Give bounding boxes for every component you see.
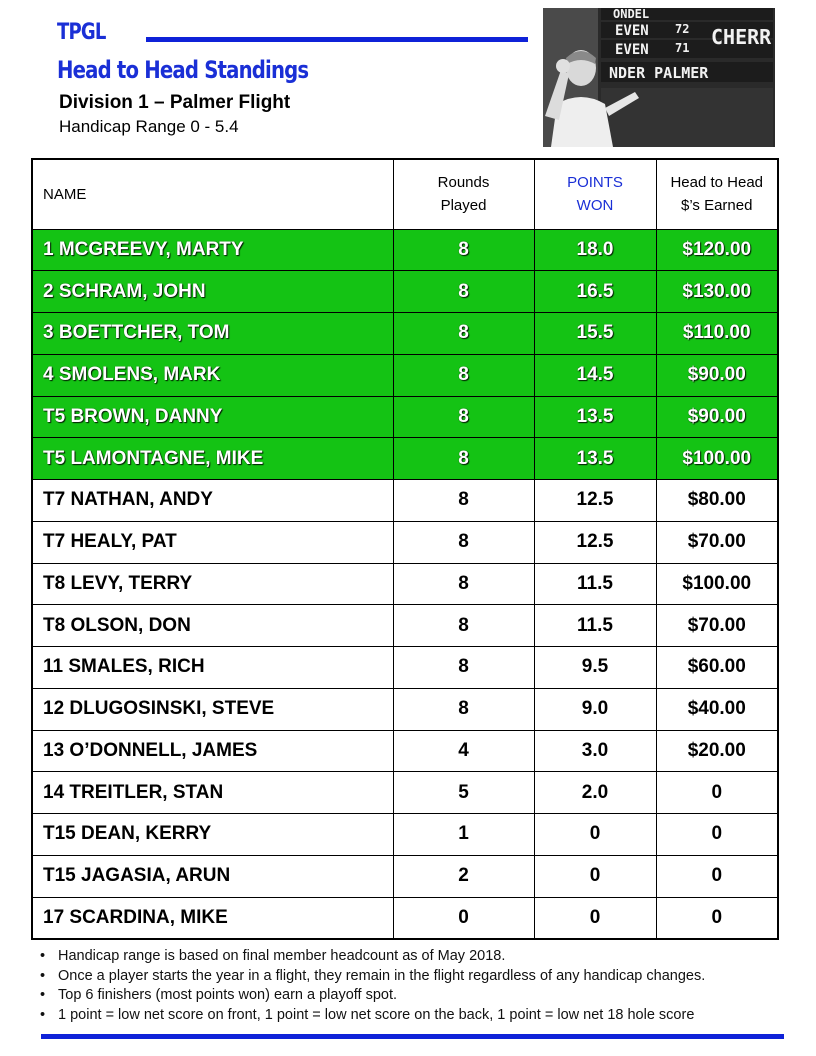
- points-won: 0: [534, 897, 656, 939]
- dollars-earned: $90.00: [656, 354, 778, 396]
- dollars-earned: 0: [656, 855, 778, 897]
- footnotes: [40, 947, 780, 1025]
- footnote-item: [40, 967, 780, 987]
- table-row: [32, 480, 778, 522]
- header-name: NAME: [32, 159, 393, 229]
- points-won: 14.5: [534, 354, 656, 396]
- title-rule: [146, 37, 528, 42]
- table-row: [32, 521, 778, 563]
- org-name: TPGL: [57, 20, 106, 45]
- player-name: T15 JAGASIA, ARUN: [32, 855, 393, 897]
- player-name: 12 DLUGOSINSKI, STEVE: [32, 688, 393, 730]
- footnote-item: [40, 1006, 780, 1026]
- header-rounds-line2: Played: [440, 197, 487, 215]
- division-label: Division 1 – Palmer Flight: [59, 92, 291, 113]
- table-row: [32, 855, 778, 897]
- player-name: 14 TREITLER, STAN: [32, 772, 393, 814]
- points-won: 9.5: [534, 647, 656, 689]
- dollars-earned: $120.00: [656, 229, 778, 271]
- table-row: [32, 897, 778, 939]
- dollars-earned: 0: [656, 897, 778, 939]
- board-text: CHERR: [711, 25, 772, 49]
- bullet-icon: •: [40, 948, 46, 964]
- table-row: [32, 438, 778, 480]
- header-earned-line1: Head to Head: [670, 174, 764, 192]
- table-row: [32, 772, 778, 814]
- dollars-earned: 0: [656, 814, 778, 856]
- rounds-played: 8: [393, 438, 534, 480]
- header-rounds: [393, 159, 534, 229]
- header-points-line2: WON: [576, 197, 614, 215]
- points-won: 0: [534, 855, 656, 897]
- rounds-played: 5: [393, 772, 534, 814]
- footnote-text: Once a player starts the year in a flight, they remain in the flight regardless of any handicap changes.: [58, 967, 706, 984]
- board-text: NDER PALMER: [609, 64, 709, 82]
- points-won: 13.5: [534, 438, 656, 480]
- header-earned-line2: $’s Earned: [681, 197, 753, 215]
- player-name: 17 SCARDINA, MIKE: [32, 897, 393, 939]
- points-won: 0: [534, 814, 656, 856]
- footnote-text: Handicap range is based on final member headcount as of May 2018.: [58, 948, 506, 964]
- rounds-played: 4: [393, 730, 534, 772]
- footnote-item: [40, 947, 780, 967]
- rounds-played: 2: [393, 855, 534, 897]
- rounds-played: 8: [393, 354, 534, 396]
- points-won: 11.5: [534, 605, 656, 647]
- rounds-played: 8: [393, 480, 534, 522]
- points-won: 2.0: [534, 772, 656, 814]
- board-text: 72: [675, 22, 690, 36]
- dollars-earned: $100.00: [656, 563, 778, 605]
- rounds-played: 8: [393, 563, 534, 605]
- board-text: 71: [675, 41, 690, 55]
- rounds-played: 8: [393, 396, 534, 438]
- bullet-icon: •: [40, 1006, 46, 1023]
- player-name: 2 SCHRAM, JOHN: [32, 271, 393, 313]
- table-row: [32, 354, 778, 396]
- table-row: [32, 814, 778, 856]
- dollars-earned: $100.00: [656, 438, 778, 480]
- dollars-earned: $70.00: [656, 521, 778, 563]
- page-title: Head to Head Standings: [57, 56, 309, 84]
- dollars-earned: $90.00: [656, 396, 778, 438]
- points-won: 16.5: [534, 271, 656, 313]
- table-row: [32, 688, 778, 730]
- dollars-earned: $130.00: [656, 271, 778, 313]
- points-won: 9.0: [534, 688, 656, 730]
- rounds-played: 8: [393, 688, 534, 730]
- rounds-played: 8: [393, 313, 534, 355]
- player-name: T8 OLSON, DON: [32, 605, 393, 647]
- player-name: 1 MCGREEVY, MARTY: [32, 229, 393, 271]
- board-text: ONDEL: [613, 8, 650, 21]
- dollars-earned: 0: [656, 772, 778, 814]
- table-row: [32, 605, 778, 647]
- points-won: 3.0: [534, 730, 656, 772]
- dollars-earned: $80.00: [656, 480, 778, 522]
- table-row: [32, 271, 778, 313]
- footnote-text: 1 point = low net score on front, 1 point = low net score on the back, 1 point = low net 18 hole score: [58, 1006, 695, 1023]
- player-name: T8 LEVY, TERRY: [32, 563, 393, 605]
- player-name: 3 BOETTCHER, TOM: [32, 313, 393, 355]
- dollars-earned: $20.00: [656, 730, 778, 772]
- player-name: T5 BROWN, DANNY: [32, 396, 393, 438]
- player-name: T7 NATHAN, ANDY: [32, 480, 393, 522]
- points-won: 12.5: [534, 521, 656, 563]
- handicap-range: Handicap Range 0 - 5.4: [59, 117, 239, 136]
- player-name: T15 DEAN, KERRY: [32, 814, 393, 856]
- dollars-earned: $110.00: [656, 313, 778, 355]
- rounds-played: 8: [393, 605, 534, 647]
- table-row: [32, 563, 778, 605]
- table-row: [32, 313, 778, 355]
- points-won: 13.5: [534, 396, 656, 438]
- bullet-icon: •: [40, 987, 46, 1004]
- rounds-played: 8: [393, 521, 534, 563]
- standings-table: [31, 158, 779, 940]
- rounds-played: 1: [393, 814, 534, 856]
- board-text: EVEN: [615, 42, 649, 58]
- table-row: [32, 396, 778, 438]
- table-header-row: [32, 159, 778, 229]
- leaderboard-photo: [543, 8, 775, 147]
- board-text: EVEN: [615, 23, 649, 39]
- player-name: T5 LAMONTAGNE, MIKE: [32, 438, 393, 480]
- points-won: 12.5: [534, 480, 656, 522]
- bullet-icon: •: [40, 967, 46, 984]
- footnote-item: [40, 986, 780, 1006]
- points-won: 15.5: [534, 313, 656, 355]
- table-row: [32, 229, 778, 271]
- dollars-earned: $40.00: [656, 688, 778, 730]
- player-name: T7 HEALY, PAT: [32, 521, 393, 563]
- header-points-line1: POINTS: [567, 174, 623, 192]
- header-points: [534, 159, 656, 229]
- player-name: 13 O’DONNELL, JAMES: [32, 730, 393, 772]
- rounds-played: 8: [393, 647, 534, 689]
- points-won: 11.5: [534, 563, 656, 605]
- table-row: [32, 647, 778, 689]
- player-name: 11 SMALES, RICH: [32, 647, 393, 689]
- player-name: 4 SMOLENS, MARK: [32, 354, 393, 396]
- header-rounds-line1: Rounds: [437, 174, 490, 192]
- header-earned: [656, 159, 778, 229]
- table-row: [32, 730, 778, 772]
- bottom-rule: [41, 1034, 784, 1039]
- footnote-text: Top 6 finishers (most points won) earn a playoff spot.: [58, 987, 398, 1004]
- dollars-earned: $70.00: [656, 605, 778, 647]
- rounds-played: 8: [393, 229, 534, 271]
- rounds-played: 8: [393, 271, 534, 313]
- rounds-played: 0: [393, 897, 534, 939]
- points-won: 18.0: [534, 229, 656, 271]
- dollars-earned: $60.00: [656, 647, 778, 689]
